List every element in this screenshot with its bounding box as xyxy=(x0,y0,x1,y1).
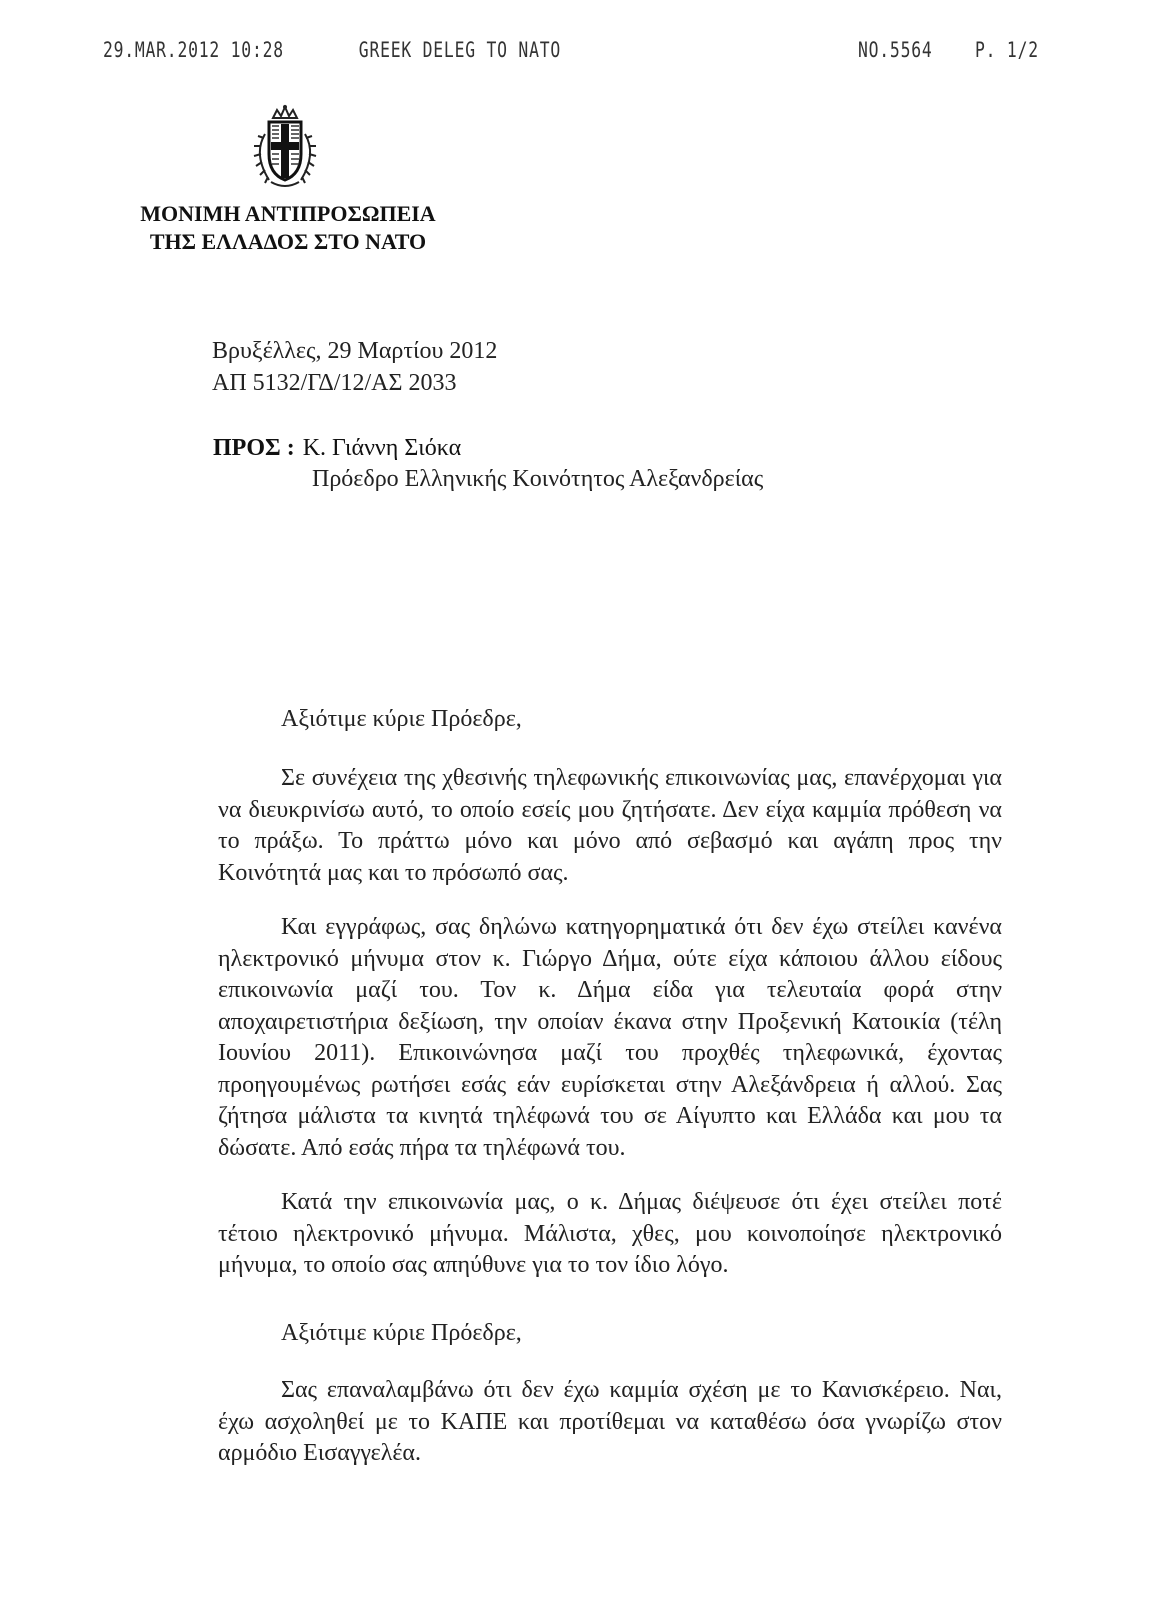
body-paragraph: Και εγγράφως, σας δηλώνω κατηγορηματικά ότι δεν έχω στείλει κανένα ηλεκτρονικό μήνυμα στον κ. Γιώργο Δήμα, ούτε είχα κάποιου άλλου είδους επικοινωνία μαζί του. Τον κ. Δήμα είδα για τελευταία φορά στην αποχαιρετιστήρια δεξίωση, την οποίαν έκανα στην Προξενική Κατοικία (τέλη Ιουνίου 2011). Επικοινώνησα μαζί του προχθές τηλεφωνικά, έχοντας προηγουμένως ρωτήσει εσάς εάν ευρίσκεται στην Αλεξάνδρεια ή αλλού. Σας ζήτησα μάλιστα τα κινητά τηλέφωνά του σε Αίγυπτο και Ελλάδα και μου τα δώσατε. Από εσάς πήρα τα τηλέφωνά του. xyxy=(218,914,1002,1161)
body-paragraph: Κατά την επικοινωνία μας, ο κ. Δήμας διέψευσε ότι έχει στείλει ποτέ τέτοιο ηλεκτρονικό μήνυμα. Μάλιστα, χθες, μου κοινοποίησε ηλεκτρονικό μήνυμα, το οποίο σας απηύθυνε για το τον ίδιο λόγο. xyxy=(218,1189,1002,1278)
salutation-repeat: Αξιότιμε κύριε Πρόεδρε, xyxy=(281,1320,522,1346)
reference-number: ΑΠ 5132/ΓΔ/12/ΑΣ 2033 xyxy=(212,370,457,396)
organization-name xyxy=(128,200,448,256)
fax-sender-id: GREEK DELEG TO NATO xyxy=(358,38,561,62)
recipient-label: ΠΡΟΣ : xyxy=(213,435,295,461)
body-paragraph: Σε συνέχεια της χθεσινής τηλεφωνικής επικοινωνίας μας, επανέρχομαι για να διευκρινίσω αυτό, το οποίο εσείς μου ζητήσατε. Δεν είχα καμμία πρόθεση να το πράξω. Το πράττω μόνο και μόνο από σεβασμό και αγάπη προς την Κοινότητά μας και το πρόσωπό σας. xyxy=(218,765,1002,886)
recipient-title: Πρόεδρο Ελληνικής Κοινότητος Αλεξανδρείας xyxy=(312,466,764,492)
salutation-opening: Αξιότιμε κύριε Πρόεδρε, xyxy=(281,706,522,732)
recipient-line xyxy=(213,435,461,462)
fax-transmission-header xyxy=(0,38,1039,68)
org-line-1: ΜΟΝΙΜΗ ΑΝΤΙΠΡΟΣΩΠΕΙΑ xyxy=(140,201,436,226)
fax-page-count: P. 1/2 xyxy=(974,38,1039,62)
recipient-name: Κ. Γιάννη Σιόκα xyxy=(302,435,462,461)
org-line-2: ΤΗΣ ΕΛΛΑΔΟΣ ΣΤΟ ΝΑΤΟ xyxy=(149,229,427,254)
place-and-date: Βρυξέλλες, 29 Μαρτίου 2012 xyxy=(212,338,498,364)
body-paragraph: Σας επαναλαμβάνω ότι δεν έχω καμμία σχέση με το Κανισκέρειο. Ναι, έχω ασχοληθεί με το ΚΑΠΕ και προτίθεμαι να καταθέσω όσα γνωρίζω στον αρμόδιο Εισαγγελέα. xyxy=(218,1377,1002,1466)
fax-timestamp: 29.MAR.2012 10:28 xyxy=(102,38,284,62)
fax-number: NO.5564 xyxy=(857,38,933,62)
greek-coat-of-arms-icon xyxy=(247,104,323,190)
